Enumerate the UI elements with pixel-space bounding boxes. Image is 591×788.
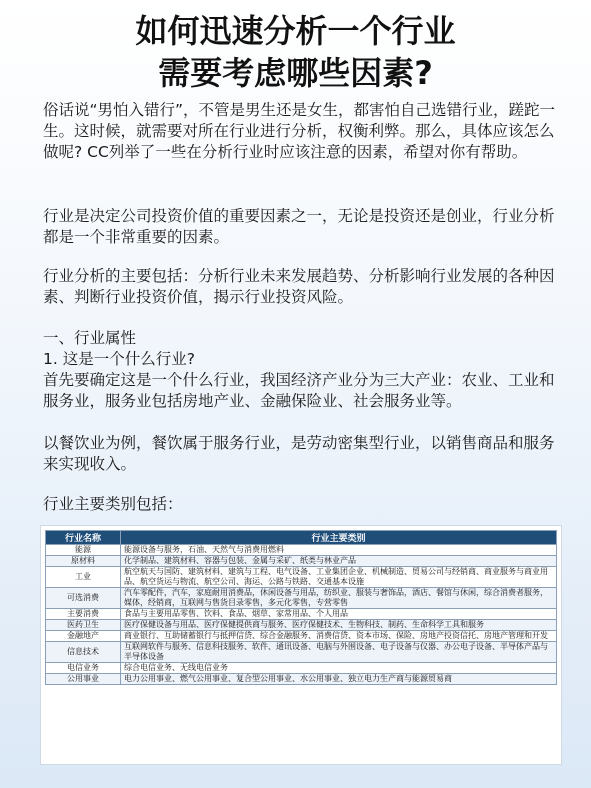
industry-category-table-image — [40, 525, 562, 765]
industry-name: 公用事业 — [46, 674, 121, 685]
industry-name: 金融地产 — [46, 631, 121, 642]
header-industry-categories: 行业主要类别 — [121, 531, 557, 545]
industry-desc: 医疗保健设备与用品、医疗保健提供商与服务、医疗保健技术、生物科技、制药、生命科学工具和服务 — [121, 620, 557, 631]
table-row — [46, 642, 557, 663]
industry-name: 主要消费 — [46, 609, 121, 620]
section-heading: 一、行业属性 — [43, 329, 137, 347]
paragraph-industry-importance: 行业是决定公司投资价值的重要因素之一，无论是投资还是创业，行业分析都是一个非常重要的因素。 — [43, 207, 555, 246]
industry-name: 可选消费 — [46, 588, 121, 609]
table-row — [46, 631, 557, 642]
question-heading: 1. 这是一个什么行业? — [43, 350, 195, 368]
industry-desc: 商业银行、互助储蓄银行与抵押信贷、综合金融服务、消费信贷、资本市场、保险、房地产投资信托、房地产管理和开发 — [121, 631, 557, 642]
table-row — [46, 588, 557, 609]
table-row — [46, 556, 557, 567]
industry-name: 原材料 — [46, 556, 121, 567]
table-row — [46, 663, 557, 674]
table-row — [46, 545, 557, 556]
industry-desc: 化学制品、建筑材料、容器与包装、金属与采矿、纸类与林业产品 — [121, 556, 557, 567]
title-line-1: 如何迅速分析一个行业 — [135, 12, 456, 50]
industry-desc: 电力公用事业、燃气公用事业、复合型公用事业、水公用事业、独立电力生产商与能源贸易商 — [121, 674, 557, 685]
table-row — [46, 620, 557, 631]
industry-name: 医药卫生 — [46, 620, 121, 631]
industry-name: 电信业务 — [46, 663, 121, 674]
industry-desc: 汽车零配件，汽车，家庭耐用消费品，休闲设备与用品，纺织业、服装与奢饰品，酒店、餐馆与休闲，综合消费者服务，媒体，经销商，互联网与售货目录零售，多元化零售，专营零售 — [121, 588, 557, 609]
industry-name: 能源 — [46, 545, 121, 556]
industry-desc: 食品与主要用品零售、饮料、食品、烟草、家常用品、个人用品 — [121, 609, 557, 620]
article-title — [0, 10, 591, 94]
paragraph-analysis-content: 行业分析的主要包括：分析行业未来发展趋势、分析影响行业发展的各种因素、判断行业投资价值，揭示行业投资风险。 — [43, 267, 555, 306]
industry-category-table — [45, 530, 557, 685]
industry-name: 信息技术 — [46, 642, 121, 663]
table-row — [46, 609, 557, 620]
industry-desc: 综合电信业务、无线电信业务 — [121, 663, 557, 674]
table-row — [46, 567, 557, 588]
industry-desc: 互联网软件与服务、信息科技服务、软件、通讯设备、电脑与外围设备、电子设备与仪器、办公电子设备、半导体产品与半导体设备 — [121, 642, 557, 663]
paragraph-categories-intro: 行业主要类别包括： — [43, 495, 183, 513]
industry-name: 工业 — [46, 567, 121, 588]
intro-paragraph: 俗话说“男怕入错行”，不管是男生还是女生，都害怕自己选错行业，蹉跎一生。这时候，就需要对所在行业进行分析，权衡利弊。那么，具体应该怎么做呢? CC列举了一些在分析行业时应该注意的因素，希望对你有帮助。 — [43, 101, 556, 161]
industry-desc: 能源设备与服务，石油、天然气与消费用燃料 — [121, 545, 557, 556]
paragraph-catering-example: 以餐饮业为例，餐饮属于服务行业，是劳动密集型行业，以销售商品和服务来实现收入。 — [43, 434, 555, 473]
table-header-row — [46, 531, 557, 545]
industry-desc: 航空航天与国防、建筑材料、建筑与工程、电气设备、工业集团企业、机械制造、贸易公司与经销商、商业服务与商业用品、航空货运与物流、航空公司、海运、公路与铁路、交通基本设施 — [121, 567, 557, 588]
paragraph-three-industries: 首先要确定这是一个什么行业，我国经济产业分为三大产业：农业、工业和服务业，服务业包括房地产业、金融保险业、社会服务业等。 — [43, 371, 555, 410]
header-industry-name: 行业名称 — [46, 531, 121, 545]
table-row — [46, 674, 557, 685]
title-line-2: 需要考虑哪些因素? — [158, 54, 433, 92]
